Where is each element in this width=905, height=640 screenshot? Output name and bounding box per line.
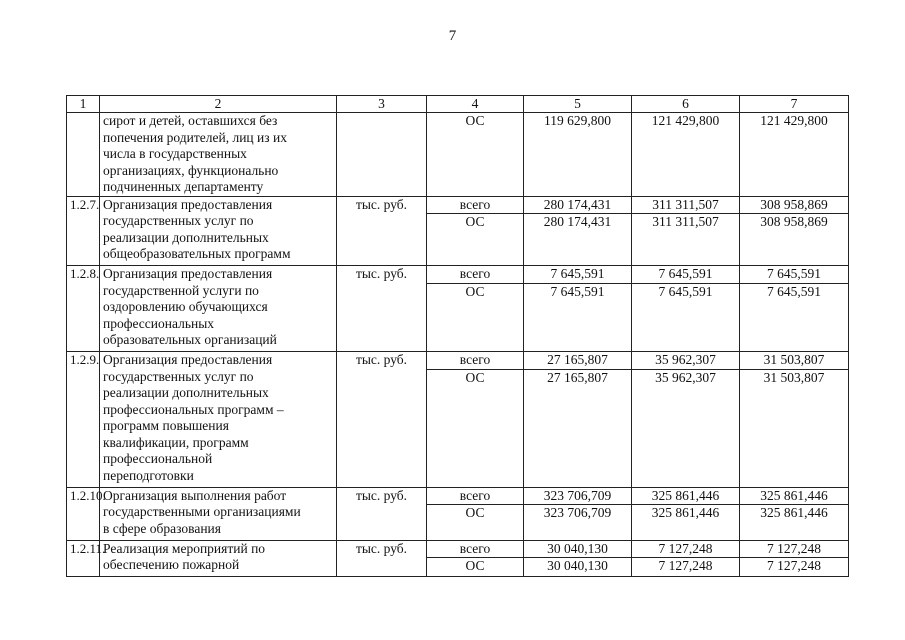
value-cell: 7 645,591 (632, 283, 740, 352)
table-row (67, 487, 849, 505)
name-line: в сфере образования (103, 520, 221, 536)
funding-source: всего (427, 266, 524, 284)
header-cell: 4 (427, 96, 524, 113)
row-unit (337, 113, 427, 197)
value-cell: 311 311,507 (632, 214, 740, 266)
value-cell: 325 861,446 (632, 505, 740, 541)
name-line: организациях, функционально (103, 162, 279, 178)
value-cell: 311 311,507 (632, 196, 740, 214)
value-cell: 323 706,709 (524, 487, 632, 505)
table-body (67, 96, 849, 577)
value-cell: 325 861,446 (740, 487, 849, 505)
name-line: реализации дополнительных (103, 385, 269, 400)
name-line: программ повышения (103, 418, 229, 433)
value-cell: 121 429,800 (632, 113, 740, 197)
value-cell: 7 127,248 (632, 558, 740, 577)
value-cell: 280 174,431 (524, 214, 632, 266)
row-unit: тыс. руб. (337, 196, 427, 266)
row-unit: тыс. руб. (337, 540, 427, 577)
row-name (100, 113, 337, 197)
funding-source: ОС (427, 505, 524, 541)
name-line: Организация предоставления (103, 266, 273, 281)
table-row (67, 352, 849, 370)
name-line: Организация выполнения работ (103, 487, 287, 503)
row-unit: тыс. руб. (337, 487, 427, 540)
name-line: квалификации, программ (103, 434, 249, 450)
value-cell: 308 958,869 (740, 196, 849, 214)
row-number: 1.2.10. (67, 487, 100, 540)
row-unit: тыс. руб. (337, 266, 427, 352)
value-cell: 7 127,248 (632, 540, 740, 558)
funding-source: всего (427, 352, 524, 370)
value-cell: 27 165,807 (524, 352, 632, 370)
name-line: переподготовки (103, 467, 194, 483)
value-cell: 280 174,431 (524, 196, 632, 214)
continuation-row (67, 113, 849, 197)
value-cell: 35 962,307 (632, 369, 740, 487)
name-line: государственных услуг по (103, 213, 254, 228)
name-line: числа в государственных (103, 146, 247, 161)
value-cell: 31 503,807 (740, 369, 849, 487)
funding-source: ОС (427, 558, 524, 577)
name-line: общеобразовательных программ (103, 246, 291, 261)
name-line: Организация предоставления (103, 196, 273, 212)
value-cell: 27 165,807 (524, 369, 632, 487)
row-number: 1.2.9. (67, 352, 100, 488)
value-cell: 325 861,446 (632, 487, 740, 505)
name-line: государственных услуг по (103, 368, 254, 384)
name-line: государственными организациями (103, 504, 301, 519)
name-line: образовательных организаций (103, 332, 277, 347)
header-cell: 1 (67, 96, 100, 113)
row-name (100, 266, 337, 352)
row-number: 1.2.7. (67, 196, 100, 266)
row-unit: тыс. руб. (337, 352, 427, 488)
header-cell: 3 (337, 96, 427, 113)
name-line: профессиональных программ – (103, 401, 284, 417)
value-cell: 30 040,130 (524, 540, 632, 558)
row-name (100, 196, 337, 266)
value-cell: 31 503,807 (740, 352, 849, 370)
funding-source: ОС (427, 214, 524, 266)
table-row (67, 266, 849, 284)
name-line: профессиональных (103, 315, 215, 331)
name-line: реализации дополнительных (103, 229, 269, 245)
name-line: подчиненных департаменту (103, 179, 264, 194)
page-number: 7 (448, 28, 457, 44)
name-line: государственной услуги по (103, 282, 259, 298)
row-name (100, 487, 337, 540)
name-line: попечения родителей, лиц из их (103, 129, 287, 145)
table-row (67, 196, 849, 214)
value-cell: 7 645,591 (740, 283, 849, 352)
funding-source: ОС (427, 283, 524, 352)
name-line: профессиональной (103, 451, 213, 466)
value-cell: 308 958,869 (740, 214, 849, 266)
value-cell: 325 861,446 (740, 505, 849, 541)
header-row (67, 96, 849, 113)
value-cell: 7 127,248 (740, 558, 849, 577)
name-line: Реализация мероприятий по (103, 540, 266, 556)
row-name (100, 352, 337, 488)
name-line: Организация предоставления (103, 352, 273, 367)
row-name (100, 540, 337, 577)
value-cell: 121 429,800 (740, 113, 849, 197)
name-line: оздоровлению обучающихся (103, 299, 268, 314)
header-cell: 5 (524, 96, 632, 113)
value-cell: 7 645,591 (524, 266, 632, 284)
row-number: 1.2.11. (67, 540, 100, 577)
funding-source: всего (427, 540, 524, 558)
funding-source: ОС (427, 369, 524, 487)
funding-source: всего (427, 196, 524, 214)
value-cell: 7 645,591 (632, 266, 740, 284)
header-cell: 7 (740, 96, 849, 113)
value-cell: 30 040,130 (524, 558, 632, 577)
header-cell: 2 (100, 96, 337, 113)
name-line: обеспечению пожарной (103, 557, 240, 572)
value-cell: 119 629,800 (524, 113, 632, 197)
funding-source: ОС (427, 113, 524, 197)
row-number: 1.2.8. (67, 266, 100, 352)
header-cell: 6 (632, 96, 740, 113)
value-cell: 7 645,591 (524, 283, 632, 352)
funding-source: всего (427, 487, 524, 505)
table-row (67, 540, 849, 558)
value-cell: 7 127,248 (740, 540, 849, 558)
budget-table (66, 95, 849, 577)
value-cell: 35 962,307 (632, 352, 740, 370)
value-cell: 7 645,591 (740, 266, 849, 284)
name-line: сирот и детей, оставшихся без (103, 113, 278, 128)
value-cell: 323 706,709 (524, 505, 632, 541)
row-number (67, 113, 100, 197)
